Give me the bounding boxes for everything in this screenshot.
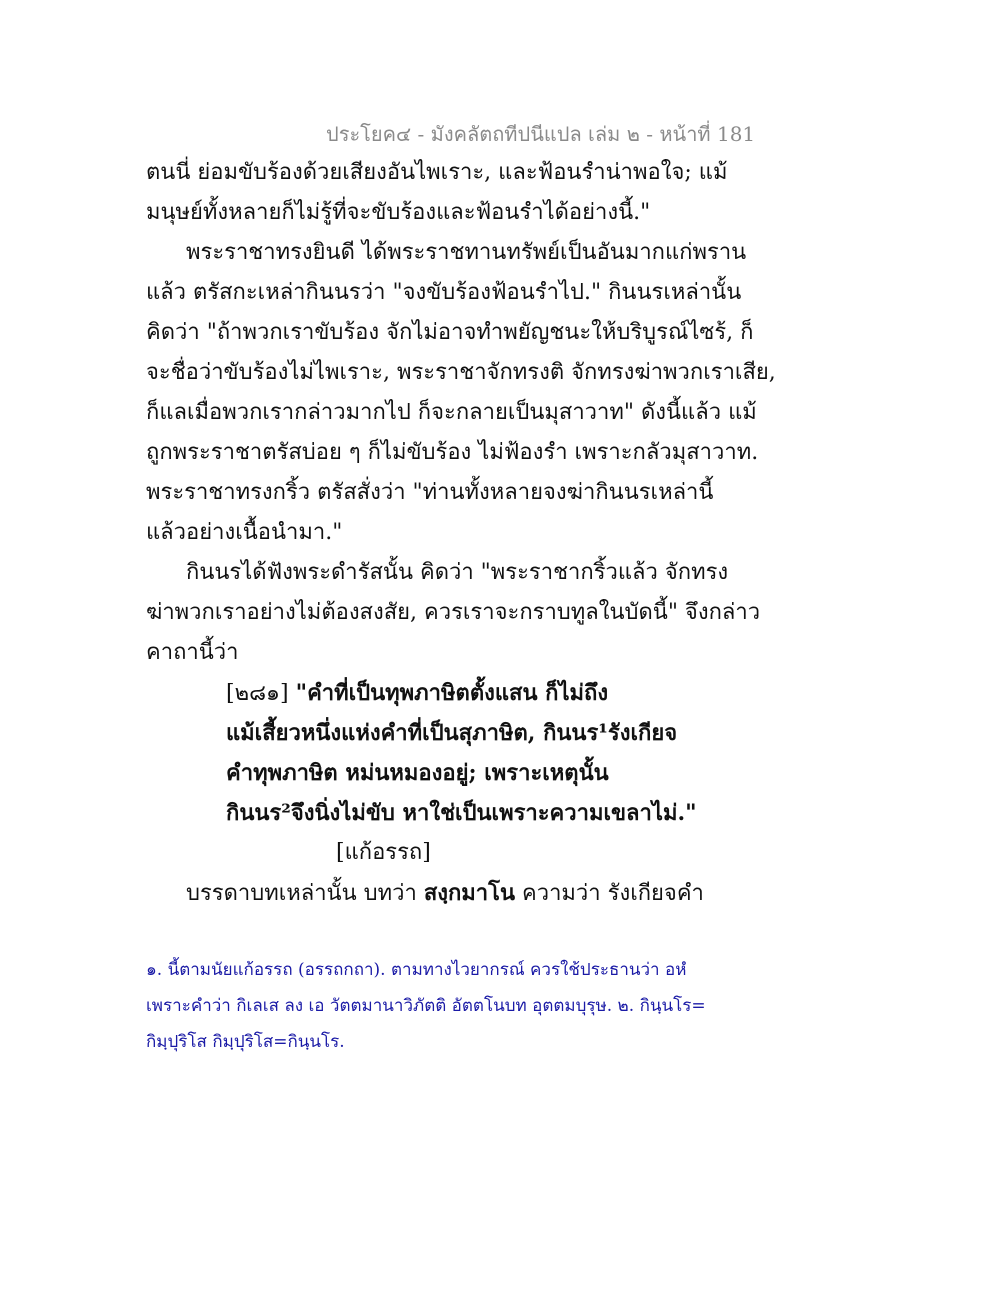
- commentary-suffix: ความว่า รังเกียจคำ: [515, 881, 704, 906]
- commentary-line: [186, 878, 704, 909]
- commentary-term: สงฺกมาโน: [423, 880, 516, 906]
- page-header: ประโยค๔ - มังคลัตถทีปนีแปล เล่ม ๒ - หน้าที่ 181: [326, 122, 756, 146]
- body-line: คิดว่า "ถ้าพวกเราขับร้อง จักไม่อาจทำพยัญชนะให้บริบูรณ์ไซร้, ก็: [146, 320, 754, 345]
- verse-number: [๒๘๑]: [226, 681, 289, 706]
- body-line: คาถานี้ว่า: [146, 640, 239, 665]
- body-line: ก็แลเมื่อพวกเรากล่าวมากไป ก็จะกลายเป็นมุสาวาท" ดังนี้แล้ว แม้: [146, 400, 757, 425]
- body-line: ฆ่าพวกเราอย่างไม่ต้องสงสัย, ควรเราจะกราบทูลในบัดนี้" จึงกล่าว: [146, 600, 761, 625]
- verse-source: [แก้อรรถ]: [336, 840, 431, 865]
- verse-line: คำทุพภาษิต หม่นหมองอยู่; เพราะเหตุนั้น: [226, 760, 609, 786]
- body-line: พระราชาทรงยินดี ได้พระราชทานทรัพย์เป็นอันมากแก่พราน: [186, 240, 747, 265]
- verse-text: "คำที่เป็นทุพภาษิตตั้งแสน ก็ไม่ถึง: [295, 680, 609, 706]
- body-line: ถูกพระราชาตรัสบ่อย ๆ ก็ไม่ขับร้อง ไม่ฟ้องรำ เพราะกลัวมุสาวาท.: [146, 440, 759, 465]
- verse-line: แม้เสี้ยวหนึ่งแห่งคำที่เป็นสุภาษิต, กินนร¹รังเกียจ: [226, 720, 678, 746]
- commentary-prefix: บรรดาบทเหล่านั้น บทว่า: [186, 881, 424, 906]
- footnote-line: เพราะคำว่า กิเลเส ลง เอ วัตตมานาวิภัตติ อัตตโนบท อุตตมบุรุษ. ๒. กินฺนโร=: [146, 996, 706, 1016]
- verse-line: [226, 678, 608, 709]
- body-line: จะชื่อว่าขับร้องไม่ไพเราะ, พระราชาจักทรงติ จักทรงฆ่าพวกเราเสีย,: [146, 360, 776, 385]
- body-line: ตนนี่ ย่อมขับร้องด้วยเสียงอันไพเราะ, และฟ้อนรำน่าพอใจ; แม้: [146, 160, 728, 185]
- footnote-line: กิมฺปุริโส กิมฺปุริโส=กินฺนโร.: [146, 1032, 345, 1052]
- body-line: กินนรได้ฟังพระดำรัสนั้น คิดว่า "พระราชากริ้วแล้ว จักทรง: [186, 560, 729, 585]
- body-line: แล้ว ตรัสกะเหล่ากินนรว่า "จงขับร้องฟ้อนรำไป." กินนรเหล่านั้น: [146, 280, 742, 305]
- body-line: มนุษย์ทั้งหลายก็ไม่รู้ที่จะขับร้องและฟ้อนรำได้อย่างนี้.": [146, 200, 651, 225]
- verse-line: กินนร²จึงนิ่งไม่ขับ หาใช่เป็นเพราะความเขลาไม่.": [226, 800, 697, 826]
- body-line: แล้วอย่างเนื้อนำมา.": [146, 520, 343, 545]
- footnote-line: ๑. นี้ตามนัยแก้อรรถ (อรรถกถา). ตามทางไวยากรณ์ ควรใช้ประธานว่า อหํ: [146, 960, 687, 980]
- body-line: พระราชาทรงกริ้ว ตรัสสั่งว่า "ท่านทั้งหลายจงฆ่ากินนรเหล่านี้: [146, 480, 714, 505]
